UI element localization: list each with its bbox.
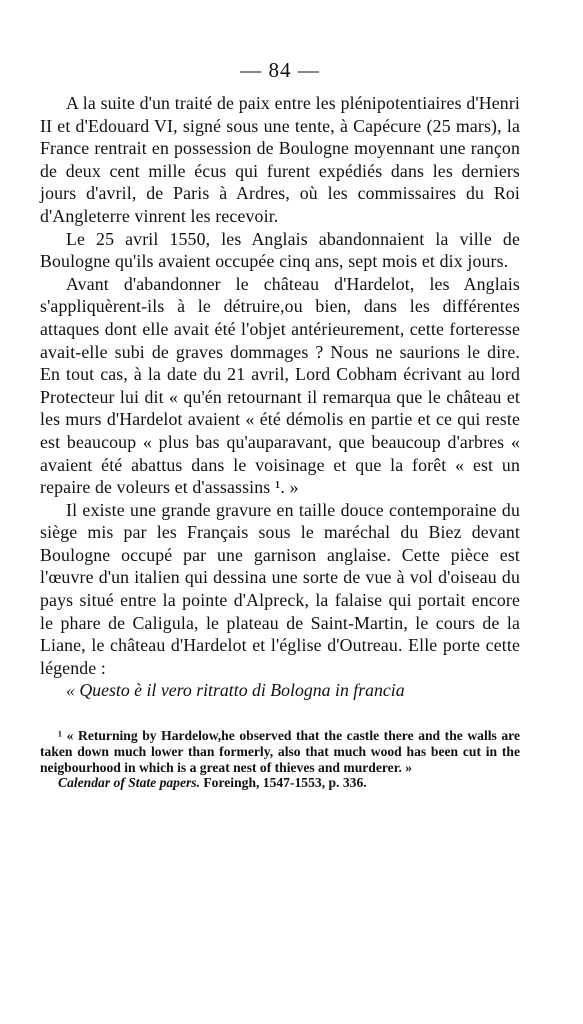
- footnotes: [40, 728, 520, 791]
- footnote-reference-title: Calendar of State papers.: [58, 775, 200, 791]
- paragraph-hardelot-castle: Avant d'abandonner le château d'Hardelot, les Anglais s'appliquèrent-ils à le détruire,ou bien, dans les différentes attaques dont elle avait été l'objet antérieurement, cette forteresse avait-elle subi de graves dommages ? Nous ne saurions le dire. En tout cas, à la date du 21 avril, Lord Cobham écrivant au lord Protecteur lui dit « qu'én retournant il remarqua que le château et les murs d'Hardelot avaient « été démolis en partie et ce qui reste est beaucoup « plus bas qu'auparavant, que beaucoup d'arbres « avaient été abattus dans le voisinage et que la forêt « est un repaire de voleurs et d'assassins ¹. »: [40, 273, 520, 498]
- body-text: [40, 92, 520, 679]
- page-number: — 84 —: [240, 58, 320, 82]
- footnote-reference-rest: Foreingh, 1547-1553, p. 336.: [199, 775, 367, 791]
- paragraph-engraving: Il existe une grande gravure en taille douce contemporaine du siège mis par les Français sous le maréchal du Biez devant Boulogne occupé par une garnison anglaise. Cette pièce est l'œuvre d'un italien qui dessina une sorte de vue à vol d'oiseau du pays situé entre la pointe d'Alpreck, la falaise qui portait encore le phare de Caligula, le plateau de Saint-Martin, le cours de la Liane, le château d'Hardelot et l'église d'Outreau. Elle porte cette légende :: [40, 499, 520, 678]
- footnote-reference: [40, 775, 520, 791]
- footnote-text: ¹ « Returning by Hardelow,he observed that the castle there and the walls are taken down much lower than formerly, also that much wood has been cut in the neigbourhood in which is a great nest of thieves and murderer. »: [40, 728, 520, 775]
- engraving-legend-quote: « Questo è il vero ritratto di Bologna in francia: [66, 680, 405, 701]
- paragraph-peace-treaty: A la suite d'un traité de paix entre les plénipotentiaires d'Henri II et d'Edouard VI, signé sous une tente, à Capécure (25 mars), la France rentrait en possession de Boulogne moyennant une rançon de deux cent mille écus qui furent expédiés dans les derniers jours d'avril, de Paris à Ardres, où les commissaires du Roi d'Angleterre vinrent les recevoir.: [40, 93, 520, 226]
- document-page: [40, 58, 520, 791]
- paragraph-english-leave: Le 25 avril 1550, les Anglais abandonnaient la ville de Boulogne qu'ils avaient occupée cinq ans, sept mois et dix jours.: [40, 228, 520, 272]
